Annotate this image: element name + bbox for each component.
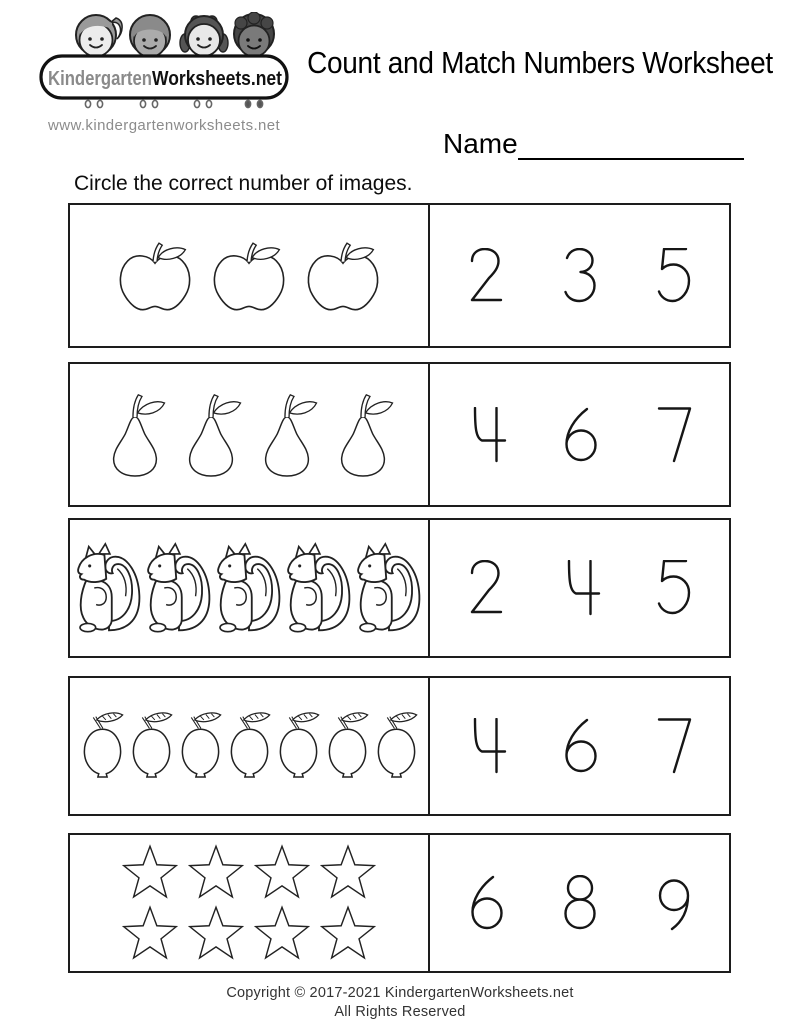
- images-cell: [70, 835, 428, 971]
- brand-gray-text: Kindergarten: [48, 68, 152, 90]
- choices-cell: [428, 678, 729, 814]
- apple-icon: [299, 234, 387, 318]
- lemon-icon: [373, 709, 420, 783]
- images-cell: [70, 364, 428, 505]
- number-choice-9[interactable]: [653, 875, 695, 931]
- page-title: Count and Match Numbers Worksheet: [307, 46, 773, 80]
- star-icon: [251, 904, 313, 963]
- star-icon: [251, 843, 313, 902]
- lemon-icon: [79, 709, 126, 783]
- squirrel-icon: [144, 542, 214, 634]
- pear-icon: [179, 388, 243, 482]
- kids-logo-icon: [38, 12, 290, 114]
- site-url: www.kindergartenworksheets.net: [48, 117, 281, 134]
- images-cell: [70, 205, 428, 346]
- star-icon: [317, 843, 379, 902]
- squirrel-icon: [354, 542, 424, 634]
- lemon-icon: [177, 709, 224, 783]
- name-input-line[interactable]: [518, 126, 744, 160]
- number-choice-5[interactable]: [653, 560, 695, 616]
- number-choice-3[interactable]: [559, 248, 601, 304]
- choices-cell: [428, 520, 729, 656]
- instruction-text: Circle the correct number of images.: [74, 172, 413, 195]
- lemon-icon: [128, 709, 175, 783]
- worksheet-row: [68, 203, 731, 348]
- worksheet-row: [68, 676, 731, 816]
- star-icon: [317, 904, 379, 963]
- number-choice-7[interactable]: [653, 718, 695, 774]
- worksheet-row: [68, 362, 731, 507]
- number-choice-2[interactable]: [465, 560, 507, 616]
- name-row: [443, 126, 744, 160]
- number-choice-6[interactable]: [559, 718, 601, 774]
- lemon-icon: [275, 709, 322, 783]
- images-cell: [70, 520, 428, 656]
- apple-icon: [111, 234, 199, 318]
- squirrel-icon: [74, 542, 144, 634]
- rights-line: All Rights Reserved: [334, 1004, 466, 1020]
- name-label: Name: [443, 128, 518, 159]
- number-choice-5[interactable]: [653, 248, 695, 304]
- number-choice-7[interactable]: [653, 407, 695, 463]
- apple-icon: [205, 234, 293, 318]
- worksheet-row: [68, 518, 731, 658]
- number-choice-6[interactable]: [465, 875, 507, 931]
- pear-icon: [331, 388, 395, 482]
- choices-cell: [428, 205, 729, 346]
- lemon-icon: [226, 709, 273, 783]
- star-icon: [119, 904, 181, 963]
- number-choice-4[interactable]: [559, 560, 601, 616]
- choices-cell: [428, 364, 729, 505]
- svg-text:KindergartenWorksheets.net: [48, 68, 282, 90]
- copyright-line: Copyright © 2017-2021 KindergartenWorksheets.net: [226, 985, 574, 1001]
- brand-black-text: Worksheets.net: [152, 68, 283, 90]
- pear-icon: [255, 388, 319, 482]
- site-logo: [38, 12, 290, 114]
- number-choice-8[interactable]: [559, 875, 601, 931]
- copyright-footer: [0, 984, 800, 1022]
- number-choice-4[interactable]: [465, 718, 507, 774]
- star-icon: [119, 843, 181, 902]
- star-icon: [185, 843, 247, 902]
- number-choice-2[interactable]: [465, 248, 507, 304]
- squirrel-icon: [214, 542, 284, 634]
- worksheet-row: [68, 833, 731, 973]
- choices-cell: [428, 835, 729, 971]
- squirrel-icon: [284, 542, 354, 634]
- star-icon: [185, 904, 247, 963]
- number-choice-6[interactable]: [559, 407, 601, 463]
- images-cell: [70, 678, 428, 814]
- lemon-icon: [324, 709, 371, 783]
- pear-icon: [103, 388, 167, 482]
- number-choice-4[interactable]: [465, 407, 507, 463]
